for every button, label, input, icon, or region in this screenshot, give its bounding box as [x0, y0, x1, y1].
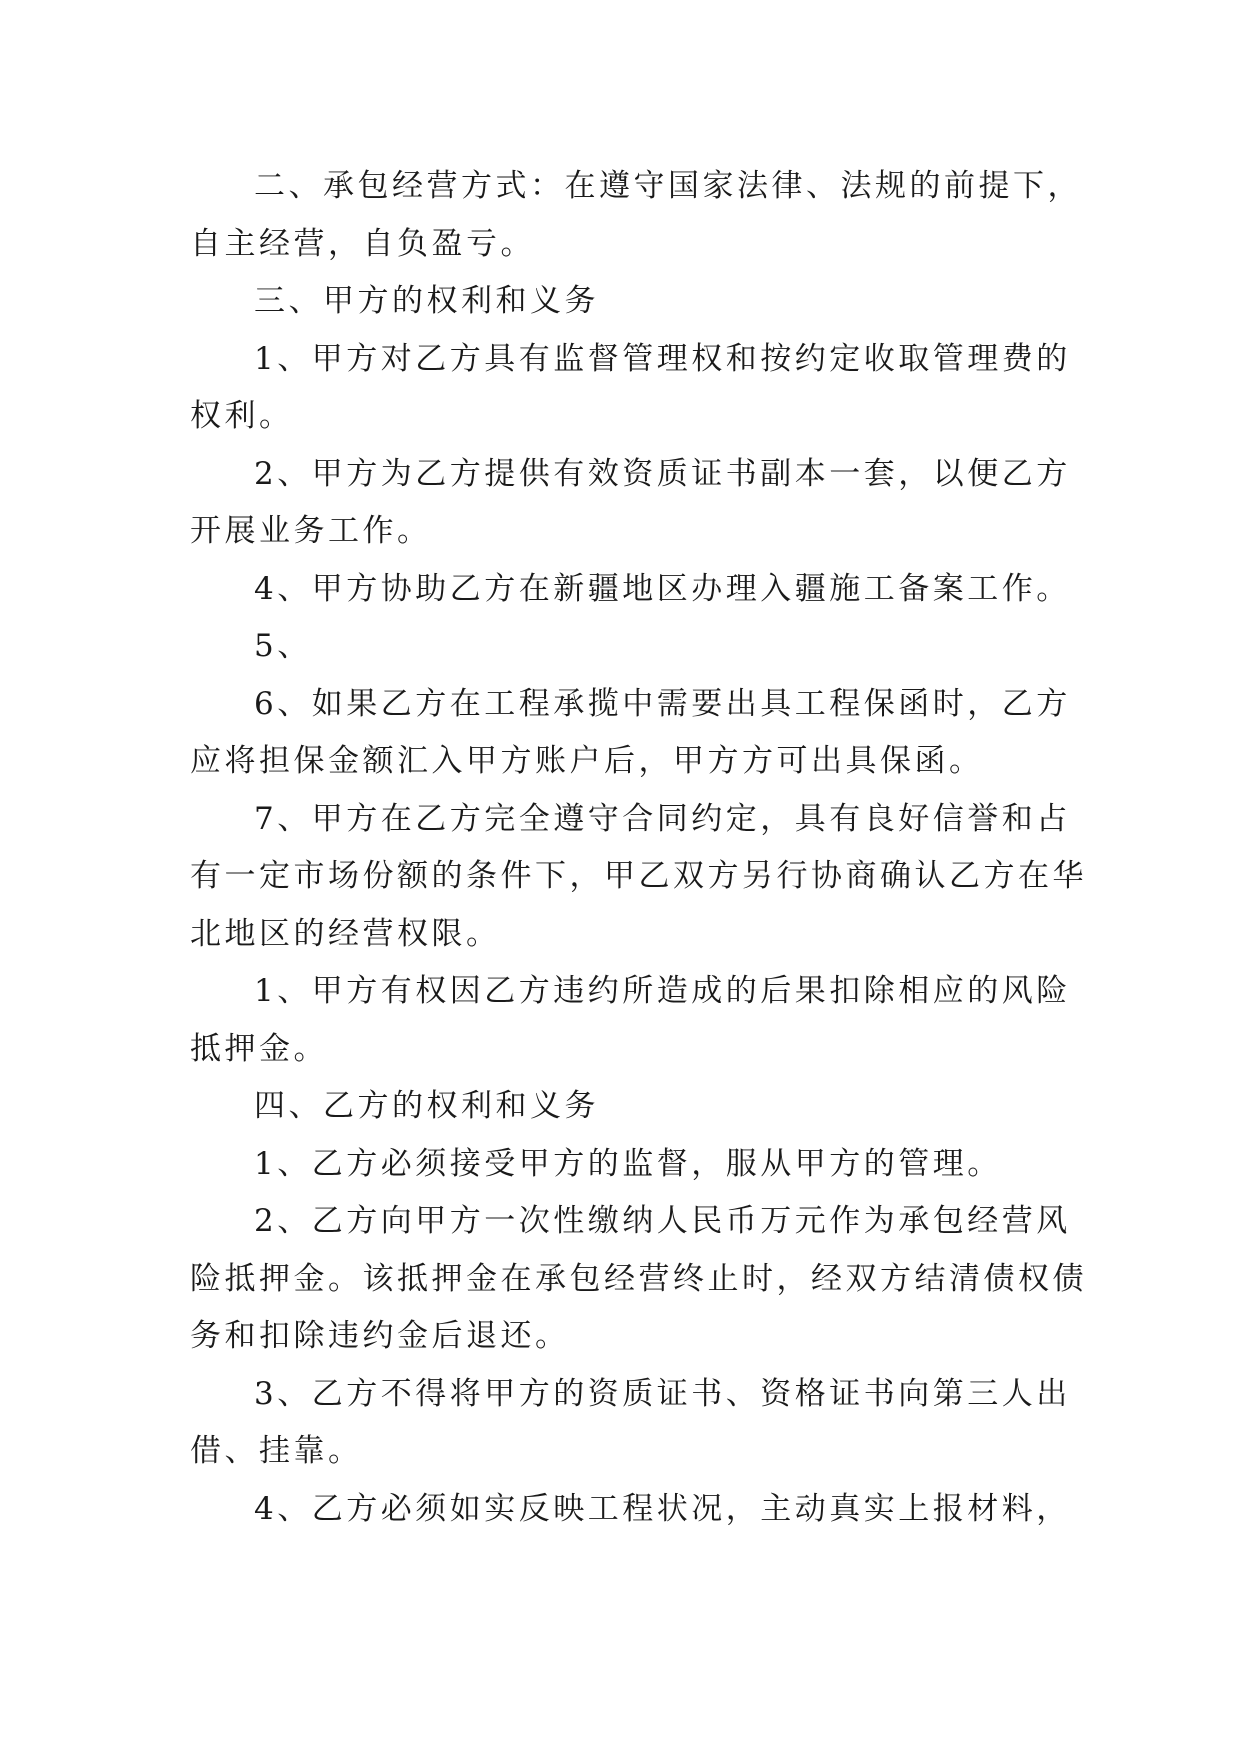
text-line: 权利。: [190, 398, 294, 434]
text-line: 自主经营，自负盈亏。: [190, 225, 535, 262]
text-line: 4、甲方协助乙方在新疆地区办理入疆施工备案工作。: [254, 570, 1071, 607]
paragraph-item: [190, 1481, 1090, 1539]
paragraph-item: [190, 1366, 1090, 1481]
text-line: 2、甲方为乙方提供有效资质证书副本一套，以便乙方: [254, 455, 1071, 492]
text-line: 1、甲方有权因乙方违约所造成的后果扣除相应的风险: [254, 973, 1071, 1009]
text-line: 4、乙方必须如实反映工程状况，主动真实上报材料，: [254, 1490, 1071, 1527]
text-line: 四、乙方的权利和义务: [254, 1088, 599, 1124]
section-heading-party-a: [190, 273, 1090, 331]
text-line: 险抵押金。该抵押金在承包经营终止时，经双方结清债权债: [190, 1260, 1087, 1297]
text-line: 1、甲方对乙方具有监督管理权和按约定收取管理费的: [254, 340, 1071, 377]
text-line: 应将担保金额汇入甲方账户后，甲方方可出具保函。: [190, 743, 984, 779]
text-line: 借、挂靠。: [190, 1433, 363, 1469]
text-line: 三、甲方的权利和义务: [254, 283, 599, 319]
text-line: 务和扣除违约金后退还。: [190, 1318, 570, 1354]
paragraph-item: [190, 1136, 1090, 1194]
section-heading-party-b: [190, 1078, 1090, 1136]
paragraph-item: [190, 1193, 1090, 1366]
paragraph-item: [190, 618, 1090, 676]
paragraph-item: [190, 963, 1090, 1078]
text-line: 6、如果乙方在工程承揽中需要出具工程保函时，乙方: [254, 685, 1071, 722]
document-body: [190, 158, 1090, 1538]
paragraph-item: [190, 676, 1090, 791]
text-line: 有一定市场份额的条件下，甲乙双方另行协商确认乙方在华: [190, 858, 1087, 894]
text-line: 3、乙方不得将甲方的资质证书、资格证书向第三人出: [254, 1375, 1071, 1412]
text-line: 1、乙方必须接受甲方的监督，服从甲方的管理。: [254, 1145, 1002, 1182]
text-line: 二、承包经营方式：在遵守国家法律、法规的前提下，: [254, 168, 1082, 204]
text-line: 抵押金。: [190, 1030, 328, 1067]
text-line: 7、甲方在乙方完全遵守合同约定，具有良好信誉和占: [254, 800, 1071, 837]
text-line: 5、: [254, 628, 312, 664]
text-line: 开展业务工作。: [190, 513, 432, 549]
text-line: 2、乙方向甲方一次性缴纳人民币万元作为承包经营风: [254, 1203, 1071, 1239]
paragraph-item: [190, 561, 1090, 619]
paragraph-item: [190, 331, 1090, 446]
text-line: 北地区的经营权限。: [190, 915, 501, 952]
paragraph-item: [190, 791, 1090, 964]
paragraph-contract-mode: [190, 158, 1090, 273]
paragraph-item: [190, 446, 1090, 561]
